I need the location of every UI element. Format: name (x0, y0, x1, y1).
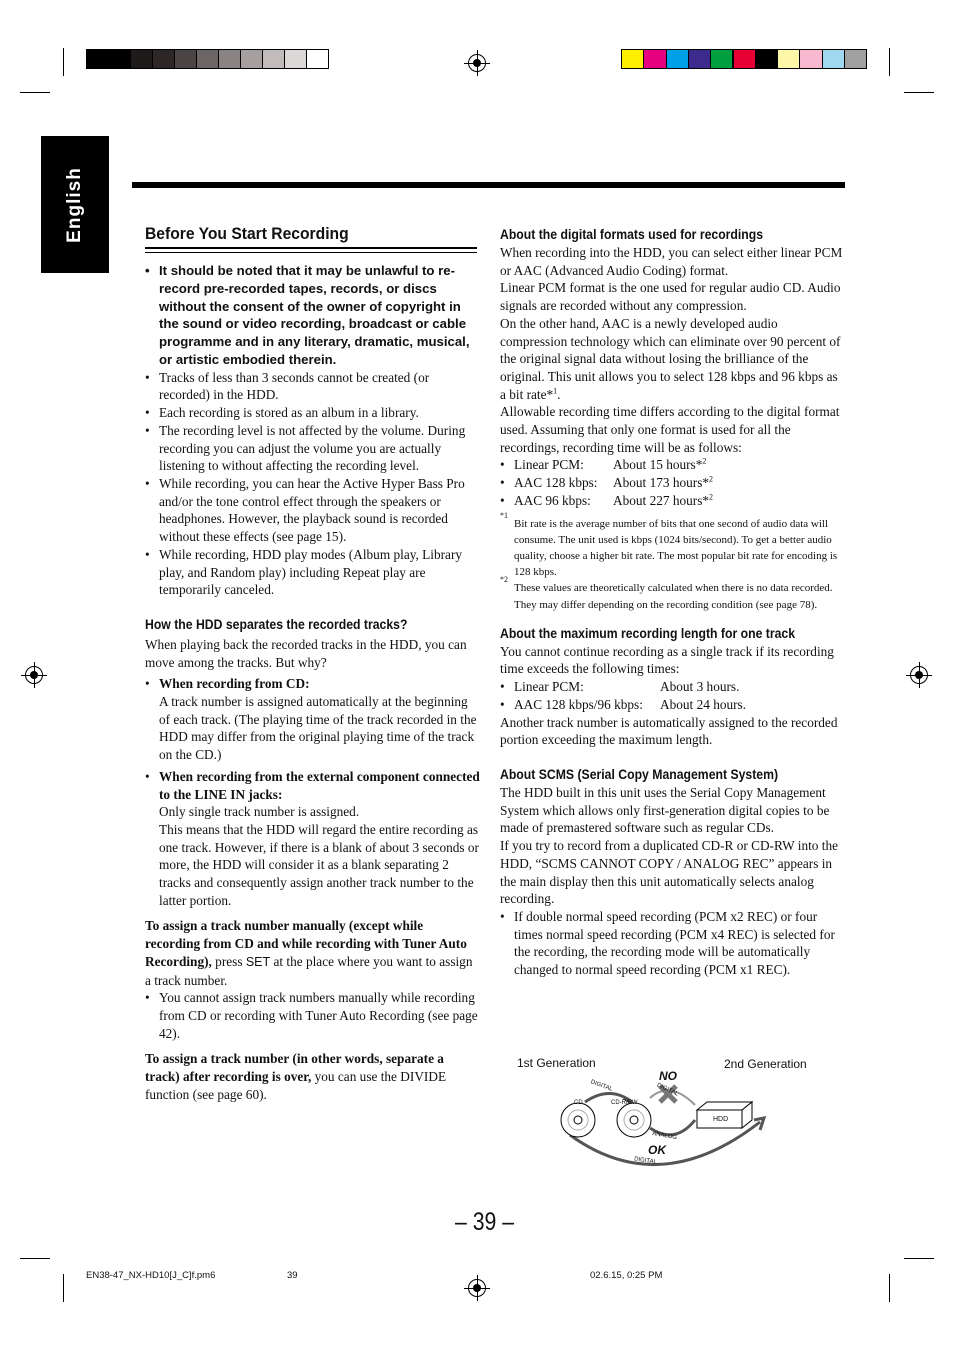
external-recording-title: When recording from the external component connected to the LINE IN jacks: (159, 768, 480, 802)
digital-label: DIGITAL (589, 1079, 614, 1093)
cd-recording-item (145, 675, 480, 764)
cd-recording-title: When recording from CD: (159, 676, 310, 692)
calibration-swatch (152, 49, 175, 69)
calibration-swatch (86, 49, 109, 69)
crop-mark (63, 1274, 64, 1302)
calibration-swatch (240, 49, 263, 69)
recording-note-item: • The recording level is not affected by the volume. During recording you can adjust the volume you are actually listening to without affecting the recording level. (145, 422, 480, 475)
manual-assign-note: • You cannot assign track numbers manually while recording from CD or recording with Tuner Auto Recording (see page 42). (145, 989, 480, 1042)
manual-assign-paragraph: To assign a track number manually (except while recording from CD and while recording with Tuner Auto Recording), press SET at the place where you want to assign a track number. (145, 918, 473, 988)
cd-recording-text: A track number is assigned automatically at the beginning of each track. (The playing time of the track recorded in the HDD may differ from the original playing time of the track on the CD.) (159, 694, 477, 763)
cdrw-label: CD-R/RW (611, 1100, 638, 1106)
hdd-tracks-intro: When playing back the recorded tracks in the HDD, you can move among the tracks. But why? (145, 636, 467, 670)
registration-mark-icon (25, 666, 43, 684)
footer-page: 39 (287, 1270, 298, 1281)
calibration-swatch (130, 49, 153, 69)
scms-diagram (510, 1050, 840, 1175)
calibration-swatch (621, 49, 644, 69)
divide-paragraph: To assign a track number (in other words, separate a track) after recording is over, you can use the DIVIDE function (see page 60). (145, 1051, 447, 1102)
recording-note-item: • Tracks of less than 3 seconds cannot be created (or recorded) in the HDD. (145, 369, 480, 404)
registration-mark-icon (910, 666, 928, 684)
scms-note: • If double normal speed recording (PCM x2 REC) or four times normal speed recording (PCM x4 REC) is selected for the recording, the recording mode will be automatically changed to normal speed recording (PCM x1 REC). (500, 908, 845, 979)
calibration-swatch (196, 49, 219, 69)
scms-paragraph-1: The HDD built in this unit uses the Serial Copy Management System which allows only first-generation digital copies to be made of premastered software such as regular CDs. (500, 784, 830, 836)
crop-mark (63, 48, 64, 76)
digital-no-label: DIGITAL (655, 1082, 680, 1098)
no-label: NO (659, 1069, 677, 1083)
cd-disc-icon (561, 1103, 595, 1137)
recording-note-item: • While recording, HDD play modes (Album play, Library play, and Random play) including Repeat play are temporarily canceled. (145, 546, 480, 599)
max-length-item: • Linear PCM: About 3 hours. (500, 678, 845, 696)
digital-bottom-label: DIGITAL (633, 1156, 658, 1166)
calibration-swatch (174, 49, 197, 69)
footnotes (500, 510, 845, 613)
max-length-paragraph-1: You cannot continue recording as a single track if its recording time exceeds the following times: (500, 643, 834, 677)
left-column (145, 262, 480, 1104)
external-recording-item (145, 768, 480, 910)
crop-mark (20, 92, 50, 93)
digital-formats-heading: About the digital formats used for recordings (500, 227, 764, 242)
calibration-swatch (755, 49, 778, 69)
crop-mark (904, 1258, 934, 1259)
scms-paragraph-2: If you try to record from a duplicated CD-R or CD-RW into the HDD, “SCMS CANNOT COPY / ANALOG REC” appears in the main display then this unit automatically selects analog recording. (500, 838, 839, 907)
formats-paragraph-1: When recording into the HDD, you can select either linear PCM or AAC (Advanced Audio Coding) format. (500, 245, 843, 278)
cd-label: CD (574, 1100, 583, 1106)
recording-note-item: • Each recording is stored as an album in a library. (145, 404, 480, 422)
crop-mark (889, 48, 890, 76)
max-length-item: • AAC 128 kbps/96 kbps: About 24 hours. (500, 696, 845, 714)
cdrw-disc-icon (617, 1103, 651, 1137)
formats-paragraph-3: On the other hand, AAC is a newly developed audio compression technology which can eliminate over 90 percent of the original signal data without losing the brilliance of the original. This unit allows you to select 128 kbps and 96 kbps as a bit rate*$^1$. (500, 315, 841, 402)
crop-mark (20, 1258, 50, 1259)
max-length-list (500, 678, 845, 713)
crop-mark (904, 92, 934, 93)
set-key-label: SET (245, 954, 271, 969)
page-number: – 39 – (455, 1208, 515, 1236)
calibration-swatch (643, 49, 666, 69)
language-label: English (64, 166, 85, 243)
page-title: Before You Start Recording (145, 224, 349, 243)
calibration-swatch (733, 49, 756, 69)
max-length-paragraph-2: Another track number is automatically assigned to the recorded portion exceeding the maximum length. (500, 714, 838, 748)
analog-label: ANALOG (651, 1130, 678, 1142)
max-length-heading: About the maximum recording length for one track (500, 625, 796, 641)
footer-file: EN38-47_NX-HD10[J_C]f.pm6 (86, 1270, 216, 1281)
crop-mark (889, 1274, 890, 1302)
external-recording-detail: This means that the HDD will regard the entire recording as one track. However, if there is a blank of about 3 seconds or more, the HDD will consider it as a blank separating 2 tracks and consequently assign another track number to the latter portion. (159, 821, 479, 908)
right-column (500, 226, 845, 979)
title-underline (145, 252, 477, 253)
second-generation-label: 2nd Generation (724, 1057, 807, 1071)
hdd-tracks-heading: How the HDD separates the recorded tracks? (145, 616, 408, 632)
recording-time-item: • Linear PCM: About 15 hours*$^2$ (500, 456, 845, 474)
calibration-swatch (799, 49, 822, 69)
calibration-swatch (218, 49, 241, 69)
recording-time-item: • AAC 128 kbps: About 173 hours*$^2$ (500, 474, 845, 492)
recording-time-item: • AAC 96 kbps: About 227 hours*$^2$ (500, 492, 845, 510)
recording-notes-list (145, 369, 480, 599)
external-recording-text: Only single track number is assigned. (159, 804, 360, 820)
recording-note-item: • While recording, you can hear the Active Hyper Bass Pro and/or the tone control effect through the speakers or headphones. However, the playback sound is recorded without these effects (see page 15). (145, 475, 480, 546)
calibration-swatch (284, 49, 307, 69)
formats-paragraph-4: Allowable recording time differs according to the digital format used. Assuming that only one format is used for all the recordings, recording time will be as follows: (500, 404, 840, 455)
ok-label: OK (648, 1143, 666, 1157)
registration-mark-icon (468, 1279, 486, 1297)
calibration-swatch (844, 49, 867, 69)
recording-times-list (500, 456, 845, 509)
copyright-warning: • It should be noted that it may be unlawful to re-record pre-recorded tapes, records, or discs without the consent of the owner of copyright in the sound or video recording, broadcast or cable programme and in any literary, dramatic, musical, or artistic embodied therein. (145, 262, 480, 369)
top-rule (132, 182, 845, 188)
calibration-swatch (688, 49, 711, 69)
calibration-swatch (108, 49, 131, 69)
language-tab (41, 136, 109, 273)
calibration-swatch (822, 49, 845, 69)
scms-heading: About SCMS (Serial Copy Management System) (500, 766, 779, 782)
calibration-swatch (777, 49, 800, 69)
title-underline (145, 247, 477, 249)
calibration-swatch (666, 49, 689, 69)
footnote-2: *2 These values are theoretically calculated when there is no data recorded. They may differ depending on the recording condition (see page 78). (500, 575, 833, 611)
first-generation-label: 1st Generation (517, 1056, 596, 1070)
calibration-swatch (262, 49, 285, 69)
formats-paragraph-2: Linear PCM format is the one used for regular audio CD. Audio signals are recorded without any compression. (500, 280, 841, 314)
registration-mark-icon (468, 54, 486, 72)
footer-date: 02.6.15, 0:25 PM (590, 1270, 663, 1281)
calibration-swatch (710, 49, 733, 69)
calibration-swatch (306, 49, 329, 69)
hdd-unit-icon (697, 1102, 752, 1128)
hdd-label: HDD (713, 1116, 729, 1123)
footnote-1: *1 Bit rate is the average number of bits that one second of audio data will consume. The unit used is kbps (1024 bits/second). To get a better audio quality, choose a higher bit rate. The most popular bit rate for encoding is 128 kbps. (500, 510, 838, 579)
